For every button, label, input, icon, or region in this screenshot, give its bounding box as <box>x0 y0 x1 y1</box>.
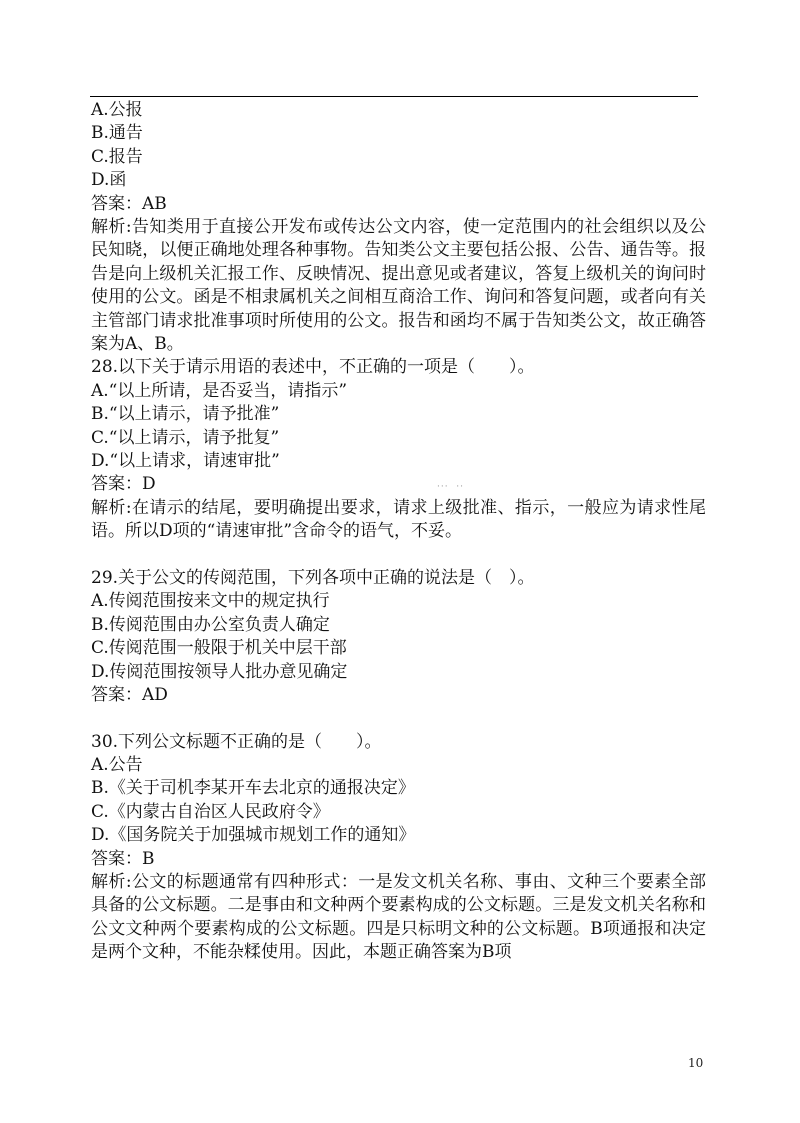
q30-question: 30.下列公文标题不正确的是（ ）。 <box>91 731 382 752</box>
spacer <box>91 707 711 730</box>
scan-artifact: ··· ·· <box>437 482 465 492</box>
q28-option-b: B.“以上请示，请予批准” <box>91 404 280 425</box>
q29-option-b: B.传阅范围由办公室负责人确定 <box>91 614 330 635</box>
q28-option-a: A.“以上所请，是否妥当，请指示” <box>91 380 348 401</box>
q29-option-d: D.传阅范围按领导人批办意见确定 <box>91 661 348 682</box>
q30-option-b: B.《关于司机李某开车去北京的通报决定》 <box>91 778 415 799</box>
page-number: 10 <box>688 1056 704 1070</box>
q27-explanation: 解析:告知类用于直接公开发布或传达公文内容，使一定范围内的社会组织以及公民知晓，以便正确地处理各种事物。告知类公文主要包括公报、公告、通告等。报告是向上级机关汇报工作、反映情况、提出意见或者建议，答复上级机关的询问时使用的公文。函是不相隶属机关之间相互商洽工作、询问和答复问题，或者向有关主管部门请求批准事项时所使用的公文。报告和函均不属于告知类公文，故正确答案为A、B。 <box>91 216 706 354</box>
q27-option-d: D.函 <box>91 170 127 191</box>
q30-option-c: C.《内蒙古自治区人民政府令》 <box>91 801 330 822</box>
q30-explanation: 解析:公文的标题通常有四种形式：一是发文机关名称、事由、文种三个要素全部具备的公文标题。二是事由和文种两个要素构成的公文标题。三是发文机关名称和公文文种两个要素构成的公文标题。四是只标明文种的公文标题。B项通报和决定是两个文种，不能杂糅使用。因此，本题正确答案为B项 <box>91 872 706 963</box>
q28-explanation: 解析:在请示的结尾，要明确提出要求，请求上级批准、指示，一般应为请求性尾语。所以D项的“请速审批”含命令的语气，不妥。 <box>91 497 706 542</box>
q30-answer: 答案：B <box>91 848 155 869</box>
document-body <box>91 99 711 965</box>
q29-question: 29.关于公文的传阅范围，下列各项中正确的说法是（ ）。 <box>91 567 535 588</box>
spacer <box>91 544 711 567</box>
q29-answer: 答案：AD <box>91 684 168 705</box>
q28-question: 28.以下关于请示用语的表述中，不正确的一项是（ ）。 <box>91 357 535 378</box>
q27-option-b: B.通告 <box>91 123 143 144</box>
q28-option-d: D.“以上请求，请速审批” <box>91 450 280 471</box>
q27-answer: 答案：AB <box>91 193 167 214</box>
q29-option-c: C.传阅范围一般限于机关中层干部 <box>91 638 347 659</box>
q30-option-d: D.《国务院关于加强城市规划工作的通知》 <box>91 825 416 846</box>
header-rule <box>90 96 698 97</box>
q29-option-a: A.传阅范围按来文中的规定执行 <box>91 591 330 612</box>
q28-option-c: C.“以上请示，请予批复” <box>91 427 280 448</box>
q28-answer: 答案：D <box>91 474 156 495</box>
q27-option-a: A.公报 <box>91 100 143 120</box>
q27-option-c: C.报告 <box>91 146 143 167</box>
q30-option-a: A.公告 <box>91 755 143 776</box>
